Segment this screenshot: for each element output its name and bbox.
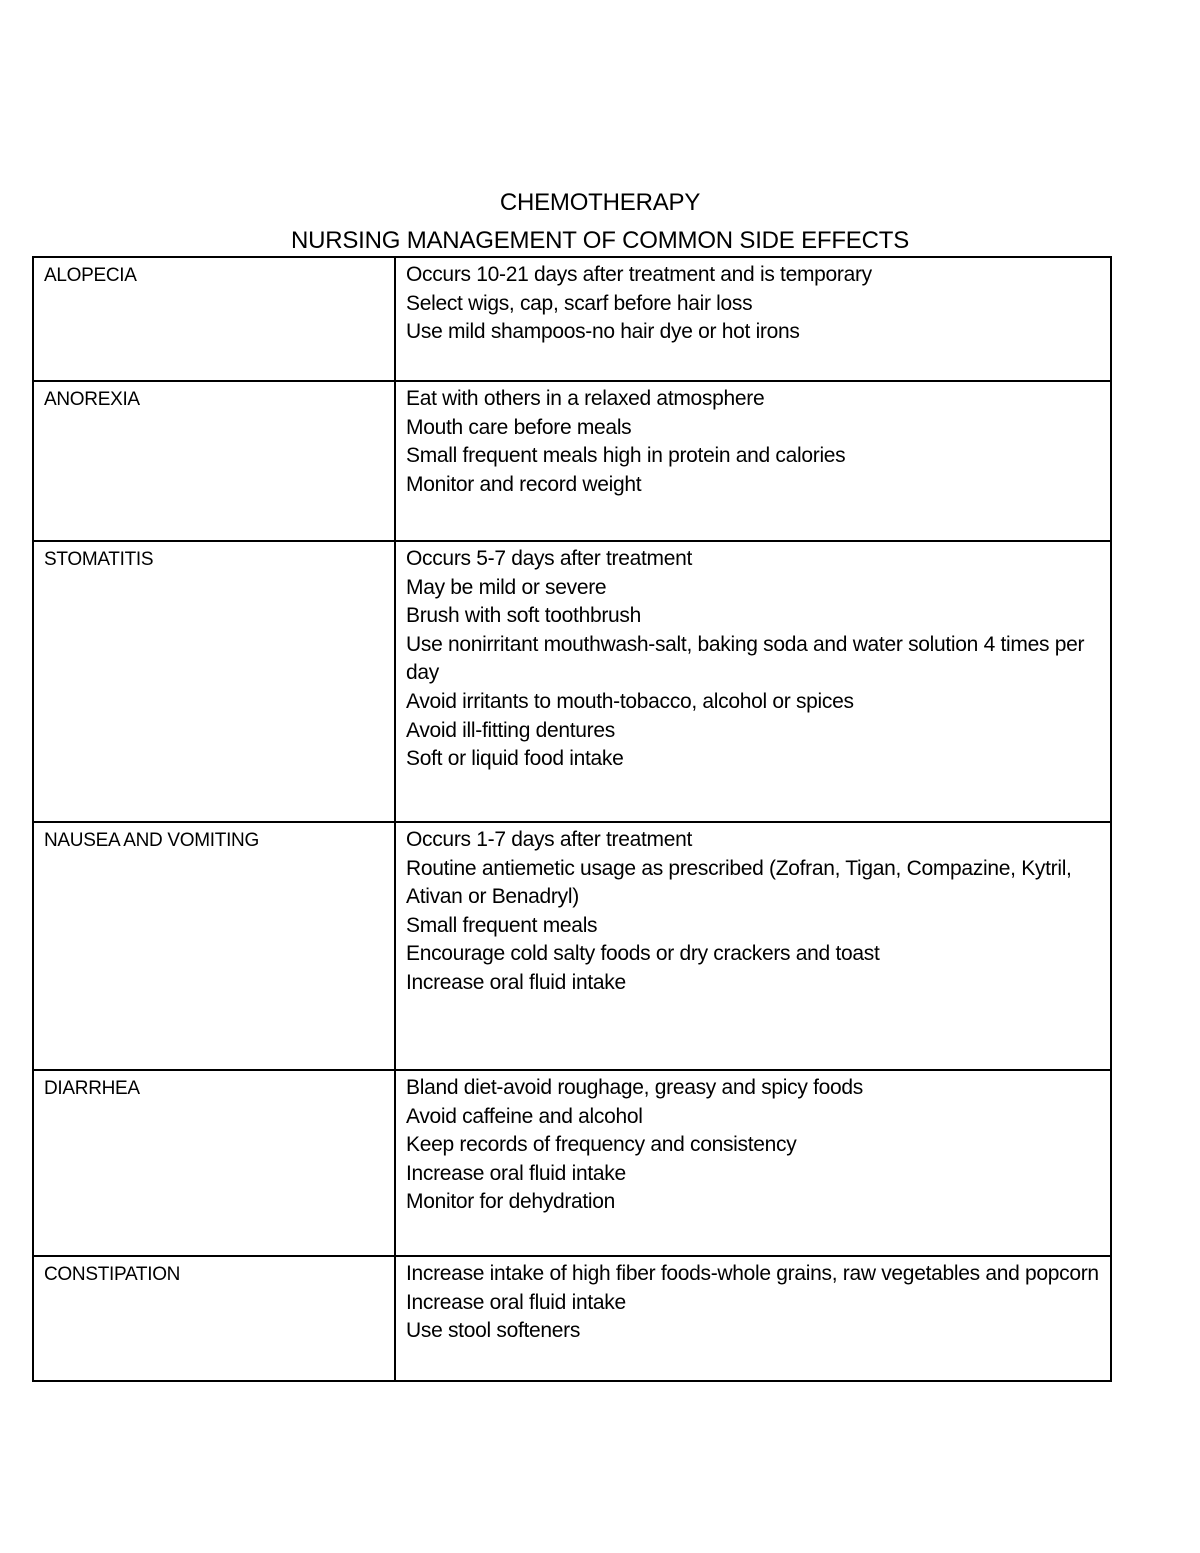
- management-item: Avoid ill-fitting dentures: [406, 718, 615, 742]
- management-item: Monitor and record weight: [406, 472, 642, 496]
- management-item: Eat with others in a relaxed atmosphere: [406, 387, 765, 410]
- management-item: Avoid irritants to mouth-tobacco, alcohol or spices: [406, 689, 854, 713]
- side-effect-name: ANOREXIA: [33, 381, 395, 541]
- management-item: Occurs 5-7 days after treatment: [406, 547, 692, 570]
- management-item: Increase oral fluid intake: [406, 970, 626, 994]
- management-item: Occurs 1-7 days after treatment: [406, 828, 692, 851]
- management-cell: [395, 541, 1111, 822]
- management-item: Select wigs, cap, scarf before hair loss: [406, 291, 753, 315]
- side-effect-name: STOMATITIS: [33, 541, 395, 822]
- management-item: Monitor for dehydration: [406, 1190, 616, 1214]
- management-item: Small frequent meals: [406, 913, 598, 937]
- management-item: Avoid caffeine and alcohol: [406, 1104, 643, 1128]
- side-effects-table-body: [33, 257, 1111, 1381]
- management-item: Soft or liquid food intake: [406, 747, 624, 771]
- management-item: Routine antiemetic usage as prescribed (Zofran, Tigan, Compazine, Kytril, Ativan or Benadryl): [406, 856, 1072, 909]
- side-effect-name: CONSTIPATION: [33, 1256, 395, 1381]
- management-item: Use mild shampoos-no hair dye or hot irons: [406, 320, 800, 344]
- management-item: Increase intake of high fiber foods-whole grains, raw vegetables and popcorn: [406, 1262, 1099, 1285]
- table-row: [33, 541, 1111, 822]
- management-item: Keep records of frequency and consistency: [406, 1133, 797, 1157]
- title-block: [0, 184, 1200, 260]
- side-effect-name: NAUSEA AND VOMITING: [33, 822, 395, 1070]
- table-row: [33, 381, 1111, 541]
- document-subtitle: NURSING MANAGEMENT OF COMMON SIDE EFFECTS: [290, 227, 910, 254]
- side-effect-name: DIARRHEA: [33, 1070, 395, 1256]
- management-item: Brush with soft toothbrush: [406, 604, 641, 628]
- table-row: [33, 1070, 1111, 1256]
- management-item: Increase oral fluid intake: [406, 1161, 626, 1185]
- management-cell: [395, 822, 1111, 1070]
- management-item: Increase oral fluid intake: [406, 1290, 626, 1314]
- document-title: CHEMOTHERAPY: [499, 189, 701, 216]
- management-item: Encourage cold salty foods or dry crackers and toast: [406, 942, 880, 966]
- management-item: Use stool softeners: [406, 1319, 581, 1343]
- management-item: Bland diet-avoid roughage, greasy and spicy foods: [406, 1076, 863, 1099]
- management-item: May be mild or severe: [406, 575, 607, 599]
- management-item: Mouth care before meals: [406, 415, 632, 439]
- table-row: [33, 822, 1111, 1070]
- side-effects-table: [32, 256, 1112, 1382]
- side-effect-name: ALOPECIA: [33, 257, 395, 381]
- management-cell: [395, 1070, 1111, 1256]
- management-cell: [395, 257, 1111, 381]
- management-cell: [395, 1256, 1111, 1381]
- table-row: [33, 257, 1111, 381]
- table-row: [33, 1256, 1111, 1381]
- management-item: Occurs 10-21 days after treatment and is temporary: [406, 263, 872, 286]
- management-item: Small frequent meals high in protein and calories: [406, 444, 846, 468]
- management-item: Use nonirritant mouthwash-salt, baking soda and water solution 4 times per day: [406, 632, 1085, 685]
- management-cell: [395, 381, 1111, 541]
